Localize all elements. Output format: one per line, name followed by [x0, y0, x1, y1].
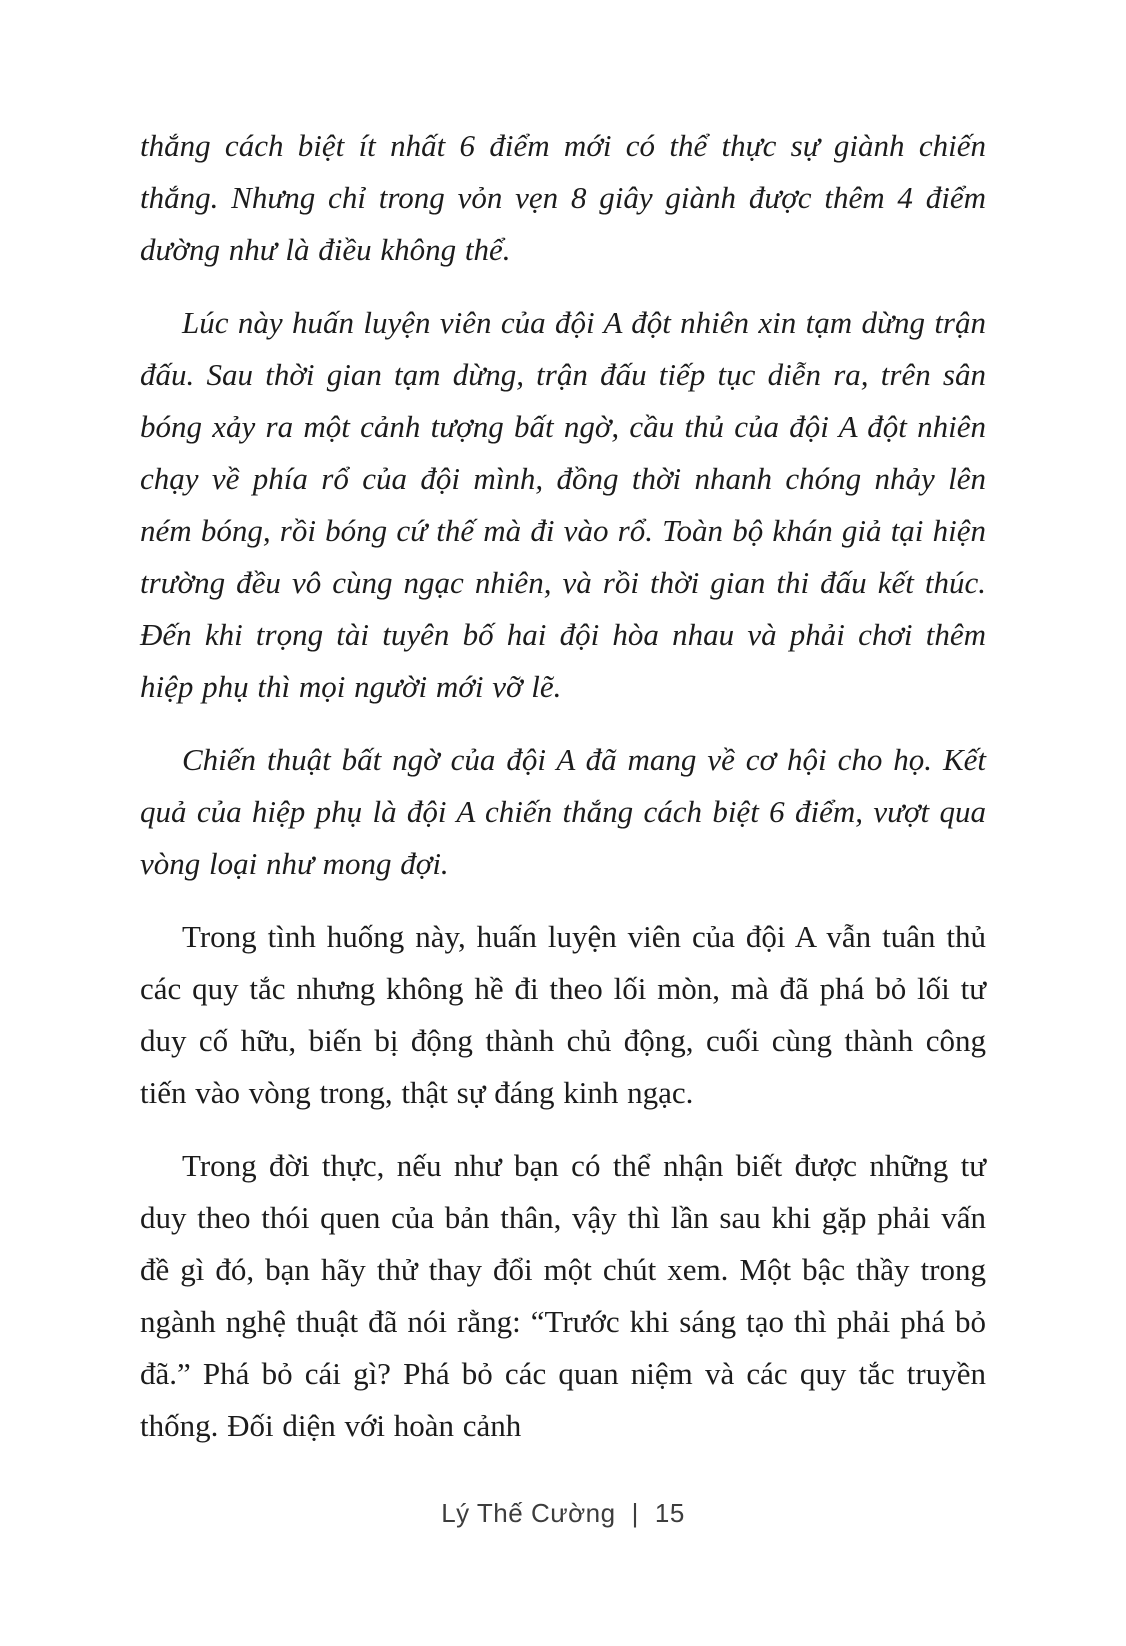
paragraph: Trong tình huống này, huấn luyện viên của đội A vẫn tuân thủ các quy tắc nhưng không hề đi theo lối mòn, mà đã phá bỏ lối tư duy cố hữu, biến bị động thành chủ động, cuối cùng thành công tiến vào vòng trong, thật sự đáng kinh ngạc. — [140, 919, 986, 1110]
paragraph: Chiến thuật bất ngờ của đội A đã mang về cơ hội cho họ. Kết quả của hiệp phụ là đội A chiến thắng cách biệt 6 điểm, vượt qua vòng loại như mong đợi. — [140, 742, 986, 881]
author-name: Lý Thế Cường — [441, 1498, 616, 1528]
footer-separator: | — [631, 1498, 639, 1528]
paragraph: Trong đời thực, nếu như bạn có thể nhận biết được những tư duy theo thói quen của bản thân, vậy thì lần sau khi gặp phải vấn đề gì đó, bạn hãy thử thay đổi một chút xem. Một bậc thầy trong ngành nghệ thuật đã nói rằng: “Trước khi sáng tạo thì phải phá bỏ đã.” Phá bỏ cái gì? Phá bỏ các quan niệm và các quy tắc truyền thống. Đối diện với hoàn cảnh — [140, 1148, 986, 1443]
page-footer — [0, 1498, 1126, 1529]
paragraph-continued: thắng cách biệt ít nhất 6 điểm mới có thể thực sự giành chiến thắng. Nhưng chỉ trong vỏn vẹn 8 giây giành được thêm 4 điểm dường như là điều không thể. — [140, 128, 986, 267]
body-text — [140, 120, 986, 1473]
page-number: 15 — [654, 1498, 685, 1528]
paragraph: Lúc này huấn luyện viên của đội A đột nhiên xin tạm dừng trận đấu. Sau thời gian tạm dừng, trận đấu tiếp tục diễn ra, trên sân bóng xảy ra một cảnh tượng bất ngờ, cầu thủ của đội A đột nhiên chạy về phía rổ của đội mình, đồng thời nhanh chóng nhảy lên ném bóng, rồi bóng cứ thế mà đi vào rổ. Toàn bộ khán giả tại hiện trường đều vô cùng ngạc nhiên, và rồi thời gian thi đấu kết thúc. Đến khi trọng tài tuyên bố hai đội hòa nhau và phải chơi thêm hiệp phụ thì mọi người mới vỡ lẽ. — [140, 305, 986, 704]
